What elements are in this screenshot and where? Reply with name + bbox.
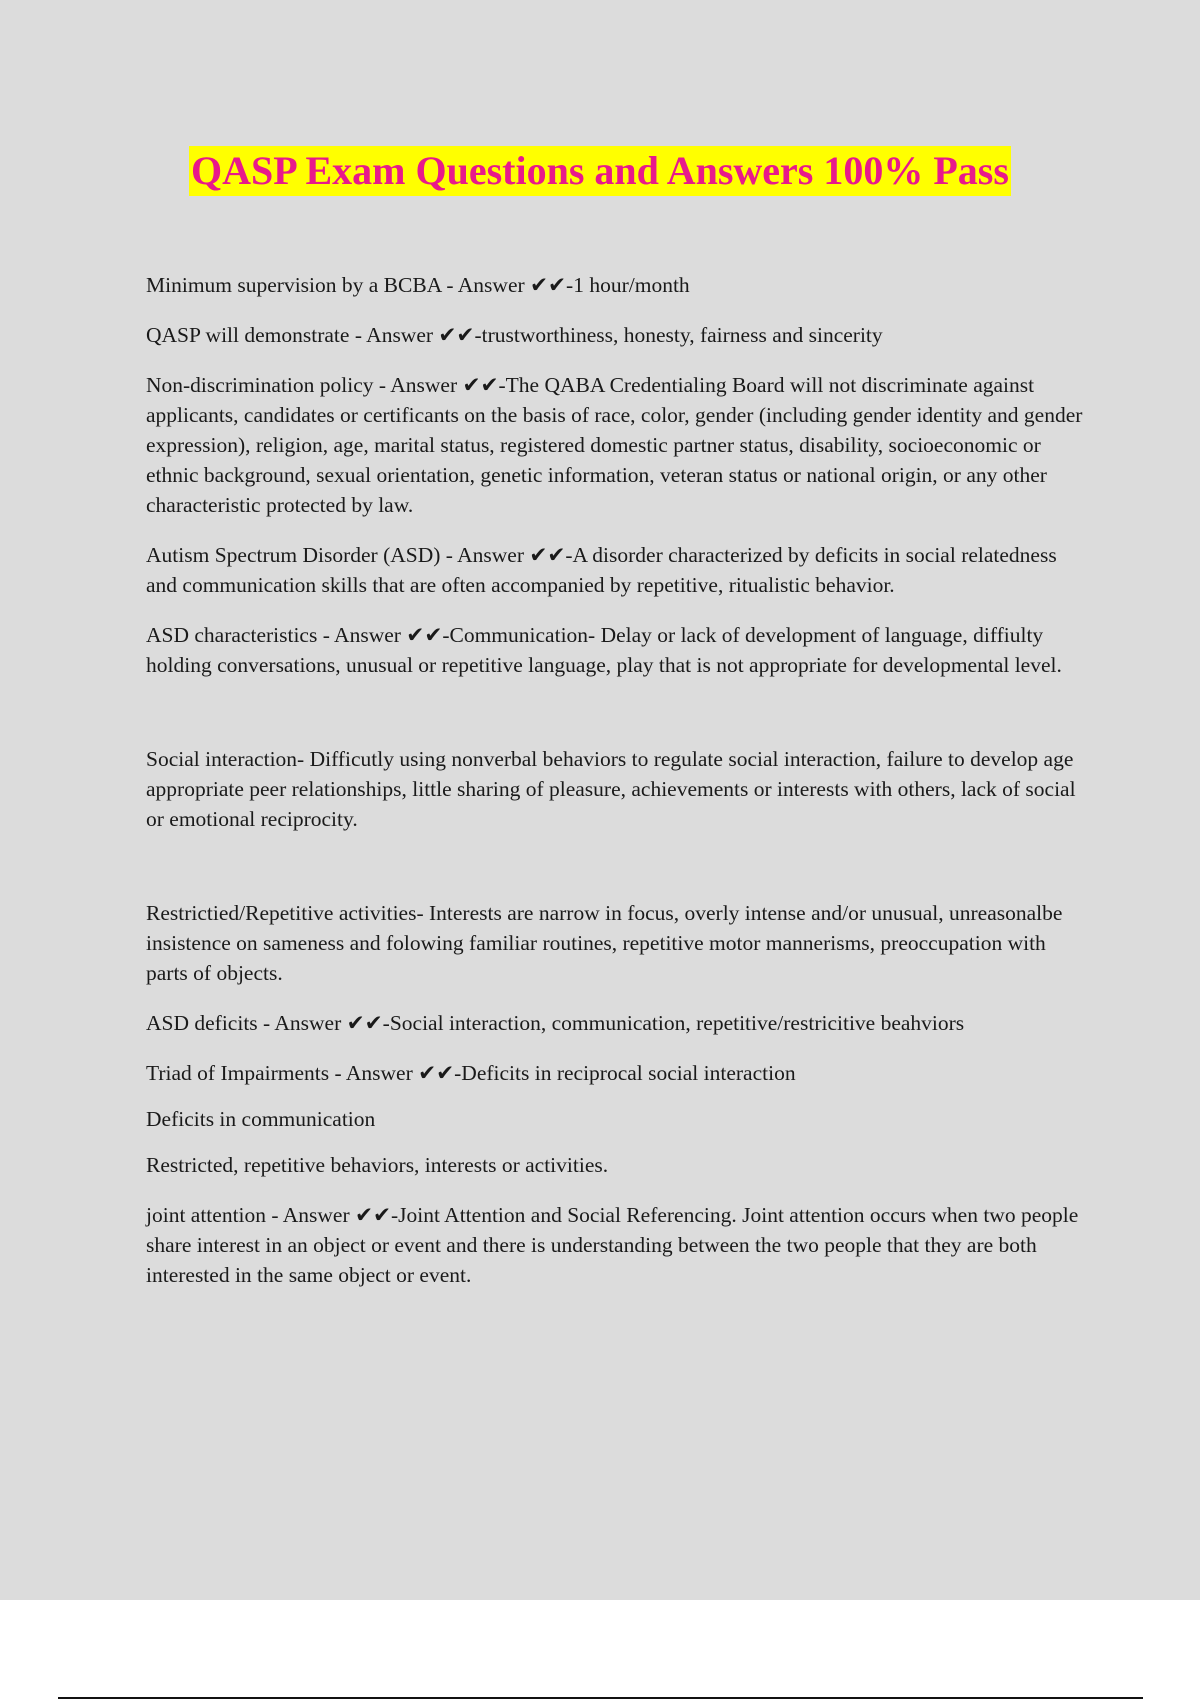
qa-paragraph: joint attention - Answer ✔✔-Joint Attention and Social Referencing. Joint attention occurs when two people share interest in an object or event and there is understanding between the two people that they are both interested in the same object or event. (146, 1203, 1079, 1287)
document-body (146, 270, 1092, 1310)
qa-paragraph: Social interaction- Difficutly using nonverbal behaviors to regulate social interaction, failure to develop age appropriate peer relationships, little sharing of pleasure, achievements or interests with others, lack of social or emotional reciprocity. (146, 747, 1076, 831)
qa-paragraph: Minimum supervision by a BCBA - Answer ✔✔-1 hour/month (146, 273, 690, 297)
qa-paragraph: Non-discrimination policy - Answer ✔✔-The QABA Credentialing Board will not discriminate against applicants, candidates or certificants on the basis of race, color, gender (including gender identity and gender expression), religion, age, marital status, registered domestic partner status, disability, socioeconomic or ethnic background, sexual orientation, genetic information, veteran status or national origin, or any other characteristic protected by law. (146, 373, 1083, 517)
title-container (0, 146, 1200, 196)
qa-paragraph: QASP will demonstrate - Answer ✔✔-trustworthiness, honesty, fairness and sincerity (146, 323, 883, 347)
qa-paragraph: Triad of Impairments - Answer ✔✔-Deficits in reciprocal social interaction (146, 1061, 796, 1085)
qa-paragraph: ASD deficits - Answer ✔✔-Social interaction, communication, repetitive/restricitive beahviors (146, 1011, 965, 1035)
document-title: QASP Exam Questions and Answers 100% Pass (189, 146, 1011, 196)
qa-paragraph: Autism Spectrum Disorder (ASD) - Answer ✔✔-A disorder characterized by deficits in social relatedness and communication skills that are often accompanied by repetitive, ritualistic behavior. (146, 543, 1057, 597)
qa-paragraph: Deficits in communication (146, 1107, 376, 1131)
qa-paragraph: Restrictied/Repetitive activities- Interests are narrow in focus, overly intense and/or unusual, unreasonalbe insistence on sameness and folowing familiar routines, repetitive motor mannerisms, preoccupation with parts of objects. (146, 901, 1063, 985)
qa-paragraph: ASD characteristics - Answer ✔✔-Communication- Delay or lack of development of language, diffiulty holding conversations, unusual or repetitive language, play that is not appropriate for developmental level. (146, 623, 1062, 677)
qa-paragraph: Restricted, repetitive behaviors, interests or activities. (146, 1153, 609, 1177)
footer-divider (58, 1697, 1143, 1699)
